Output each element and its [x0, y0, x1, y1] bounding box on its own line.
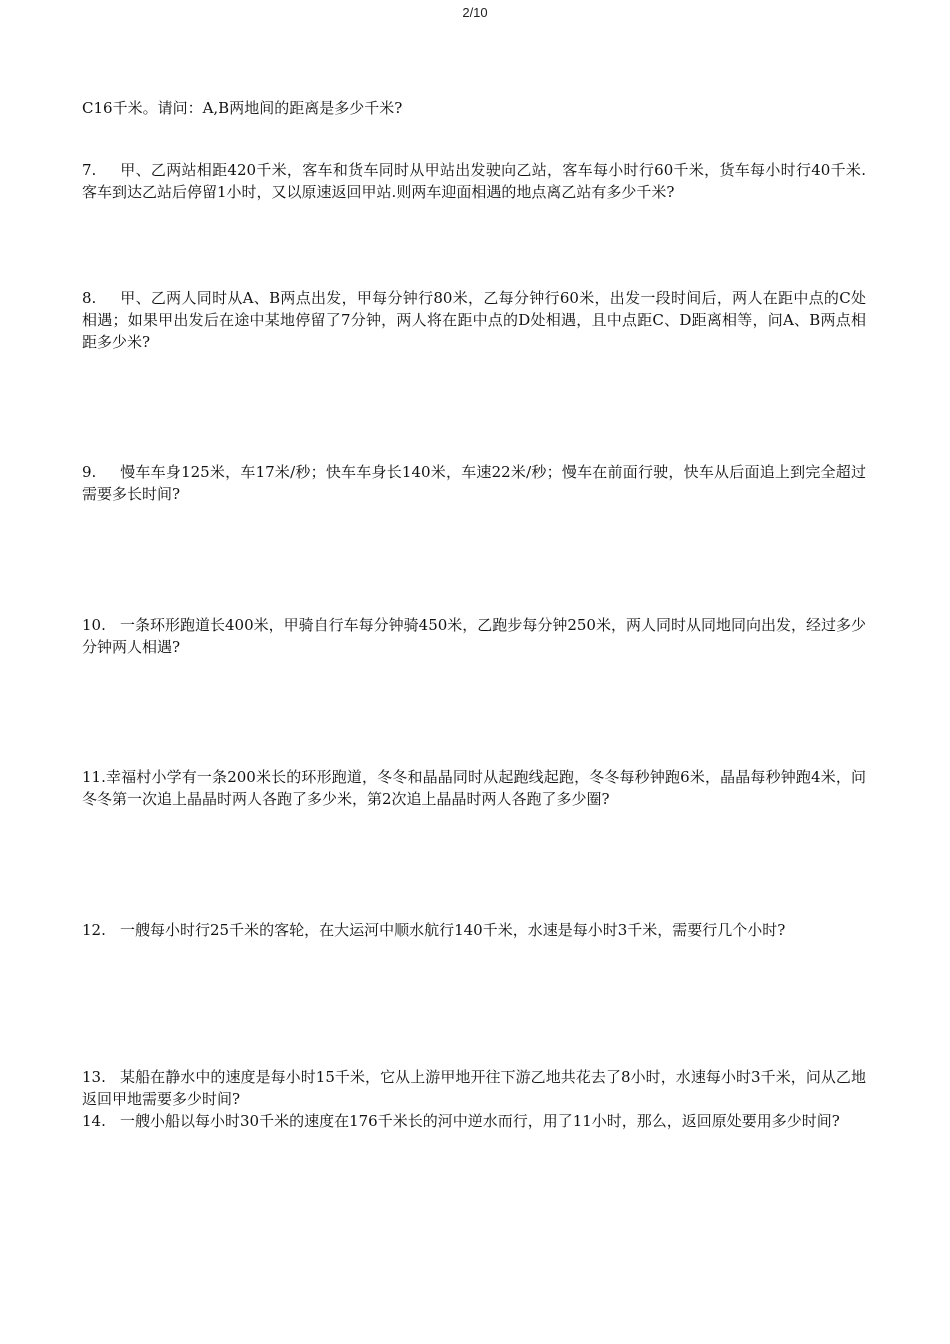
- problem-number: 13.: [82, 1068, 106, 1086]
- problem-text: 甲、乙两站相距420千米，客车和货车同时从甲站出发驶向乙站，客车每小时行60千米，货车每小时行40千米.客车到达乙站后停留1小时，又以原速返回甲站.则两车迎面相遇的地点离乙站有多少千米?: [82, 161, 866, 201]
- problem-text: 甲、乙两人同时从A、B两点出发，甲每分钟行80米，乙每分钟行60米，出发一段时间后，两人在距中点的C处相遇；如果甲出发后在途中某地停留了7分钟，两人将在距中点的D处相遇，且中点距C、D距离相等，问A、B两点相距多少米?: [82, 289, 866, 351]
- problem-7: [82, 159, 866, 203]
- problem-6-continuation: [82, 97, 866, 119]
- problem-10: [82, 614, 866, 658]
- problem-text: 一条环形跑道长400米，甲骑自行车每分钟骑450米，乙跑步每分钟250米，两人同时从同地同向出发，经过多少分钟两人相遇?: [82, 616, 866, 656]
- problem-number: 7.: [82, 161, 97, 179]
- problem-number: 10.: [82, 616, 106, 634]
- problem-number: 12.: [82, 921, 106, 939]
- problem-8: [82, 287, 866, 353]
- problem-number: 9.: [82, 463, 97, 481]
- page-number: 2/10: [462, 5, 488, 20]
- problem-number: 8.: [82, 289, 97, 307]
- problem-text: 一艘每小时行25千米的客轮，在大运河中顺水航行140千米，水速是每小时3千米，需要行几个小时?: [120, 921, 786, 939]
- problem-number: 14.: [82, 1112, 106, 1130]
- problem-12: [82, 919, 866, 941]
- problem-text: 慢车车身125米，车17米/秒；快车车身长140米，车速22米/秒；慢车在前面行驶，快车从后面追上到完全超过需要多长时间?: [82, 463, 866, 503]
- problem-text: C16千米。请问：A,B两地间的距离是多少千米?: [82, 99, 403, 117]
- problem-11: [82, 766, 866, 810]
- problem-13: [82, 1066, 866, 1110]
- problem-14: [82, 1110, 866, 1132]
- problem-text: 某船在静水中的速度是每小时15千米，它从上游甲地开往下游乙地共花去了8小时，水速每小时3千米，问从乙地返回甲地需要多少时间?: [82, 1068, 866, 1108]
- problem-text: 一艘小船以每小时30千米的速度在176千米长的河中逆水而行，用了11小时，那么，返回原处要用多少时间?: [120, 1112, 840, 1130]
- problem-text: 11.幸福村小学有一条200米长的环形跑道，冬冬和晶晶同时从起跑线起跑，冬冬每秒钟跑6米，晶晶每秒钟跑4米，问冬冬第一次追上晶晶时两人各跑了多少米，第2次追上晶晶时两人各跑了多少圈?: [82, 768, 866, 808]
- problem-9: [82, 461, 866, 505]
